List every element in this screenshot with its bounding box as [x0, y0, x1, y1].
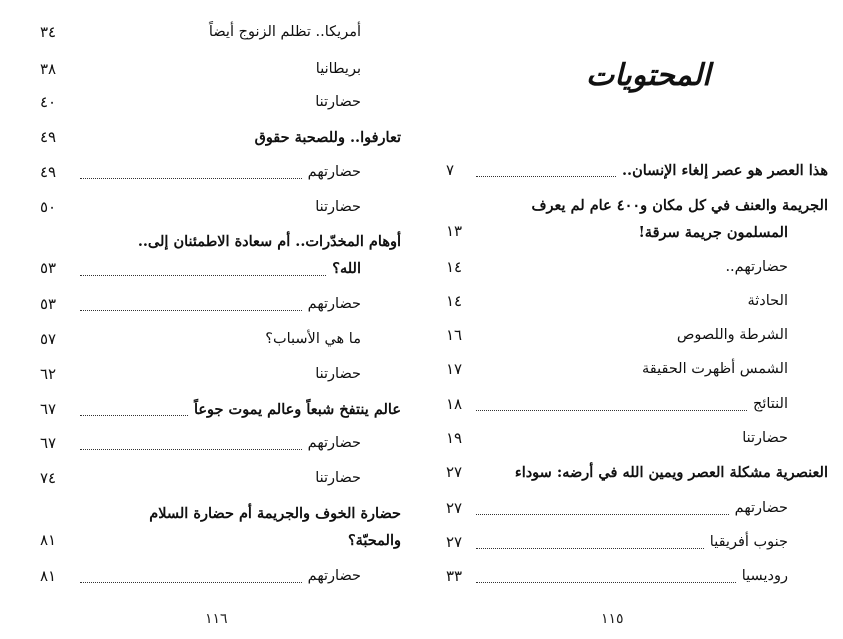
toc-entry-page: ٤٠	[40, 93, 57, 111]
toc-entry-page: ١٤	[446, 258, 463, 276]
toc-entry	[40, 327, 361, 352]
toc-entry-page: ١٣	[446, 222, 463, 240]
toc-entry-title: النتائج	[752, 396, 788, 412]
toc-entry-page: ٥٣	[40, 259, 57, 277]
toc-entry	[40, 292, 361, 317]
toc-entry	[446, 323, 788, 348]
toc-entry-title: جنوب أفريقيا	[709, 534, 788, 550]
toc-entry	[446, 192, 828, 246]
toc-entry-page: ١٦	[446, 326, 463, 344]
toc-entry	[40, 466, 361, 491]
toc-entry	[446, 564, 788, 589]
page-number: ١١٦	[205, 611, 228, 627]
toc-entry-page: ٥٣	[40, 295, 57, 313]
toc-entry-page: ٣٨	[40, 60, 57, 78]
toc-entry	[40, 57, 361, 82]
toc-entry	[40, 125, 401, 150]
toc-entry	[40, 90, 361, 115]
right-page	[421, 0, 843, 639]
toc-entry-title: هذا العصر هو عصر إلغاء الإنسان..	[621, 162, 828, 179]
toc-entry	[446, 460, 828, 485]
toc-entry	[446, 426, 788, 451]
toc-entry	[446, 158, 828, 183]
toc-entry-page: ٧	[446, 161, 455, 179]
toc-entry-title-continued: المسلمون جريمة سرقة!	[638, 224, 788, 241]
toc-entry-page: ١٤	[446, 292, 463, 310]
toc-entry-title: الجريمة والعنف في كل مكان و٤٠٠ عام لم يعرف	[531, 197, 828, 214]
toc-entry-title: أمريكا.. تظلم الزنوج أيضاً	[208, 24, 361, 40]
toc-entry	[446, 357, 788, 382]
page-number: ١١٥	[601, 611, 624, 627]
toc-entry-title: الشمس أظهرت الحقيقة	[642, 361, 788, 377]
toc-entry-title: حضارتهم..	[725, 259, 788, 275]
toc-entry-title: أوهام المخدّرات.. أم سعادة الاطمئنان إلى..	[137, 233, 401, 250]
toc-entry-page: ١٩	[446, 429, 463, 447]
toc-entry	[40, 195, 361, 220]
toc-entry-page: ٨١	[40, 567, 57, 585]
toc-entry-title: بريطانيا	[315, 61, 361, 77]
toc-entry-title: الشرطة واللصوص	[676, 327, 788, 343]
left-page	[0, 0, 421, 639]
toc-entry-page: ٦٧	[40, 434, 57, 452]
toc-entry-title: حضارتهم	[734, 500, 788, 516]
toc-entry-title: حضارتهم	[307, 296, 361, 312]
toc-entry	[40, 228, 401, 282]
contents-heading: المحتويات	[586, 58, 711, 93]
toc-entry-title: حضارتنا	[315, 470, 361, 486]
toc-entry	[40, 500, 401, 554]
toc-entry-page: ٦٧	[40, 400, 57, 418]
toc-entry	[446, 289, 788, 314]
toc-entry-page: ٣٤	[40, 23, 57, 41]
toc-entry-page: ٥٠	[40, 198, 57, 216]
toc-entry-title: حضارتنا	[315, 366, 361, 382]
toc-entry-title: حضارتهم	[307, 435, 361, 451]
toc-entry-page: ٦٢	[40, 365, 57, 383]
toc-entry-title: عالم ينتفخ شبعاً وعالم يموت جوعاً	[193, 401, 401, 418]
toc-entry-page: ٣٣	[446, 567, 463, 585]
toc-entry	[40, 20, 361, 45]
toc-entry-page: ٤٩	[40, 163, 57, 181]
toc-entry-title: العنصرية مشكلة العصر ويمين الله في أرضه: سوداء	[514, 464, 828, 481]
toc-entry-title: حضارتنا	[315, 199, 361, 215]
toc-entry	[40, 160, 361, 185]
toc-entry-title: حضارتنا	[315, 94, 361, 110]
toc-entry-page: ٢٧	[446, 463, 463, 481]
toc-entry-page: ٥٧	[40, 330, 57, 348]
toc-entry-title-continued: والمحبّة؟	[347, 532, 401, 549]
toc-entry-title: حضارتهم	[307, 568, 361, 584]
toc-entry-page: ١٨	[446, 395, 463, 413]
toc-entry-page: ١٧	[446, 360, 463, 378]
toc-entry-page: ٧٤	[40, 469, 57, 487]
toc-entry	[446, 255, 788, 280]
toc-entry	[40, 362, 361, 387]
toc-entry-title: الحادثة	[747, 293, 788, 309]
toc-entry	[40, 431, 361, 456]
toc-entry-title: حضارة الخوف والجريمة أم حضارة السلام	[149, 505, 401, 522]
toc-entry-title: تعارفوا.. وللصحبة حقوق	[254, 129, 401, 146]
toc-entry-page: ٤٩	[40, 128, 57, 146]
toc-entry	[446, 530, 788, 555]
toc-entry-title: حضارتنا	[742, 430, 788, 446]
toc-entry-title: روديسيا	[741, 568, 788, 584]
toc-entry-title: حضارتهم	[307, 164, 361, 180]
toc-entry	[446, 496, 788, 521]
toc-entry-page: ٨١	[40, 531, 57, 549]
toc-entry	[40, 397, 401, 422]
toc-entry-title: ما هي الأسباب؟	[265, 331, 361, 347]
toc-entry-title-continued: الله؟	[332, 260, 361, 277]
toc-entry	[40, 564, 361, 589]
toc-entry-page: ٢٧	[446, 499, 463, 517]
toc-entry-page: ٢٧	[446, 533, 463, 551]
toc-entry	[446, 392, 788, 417]
